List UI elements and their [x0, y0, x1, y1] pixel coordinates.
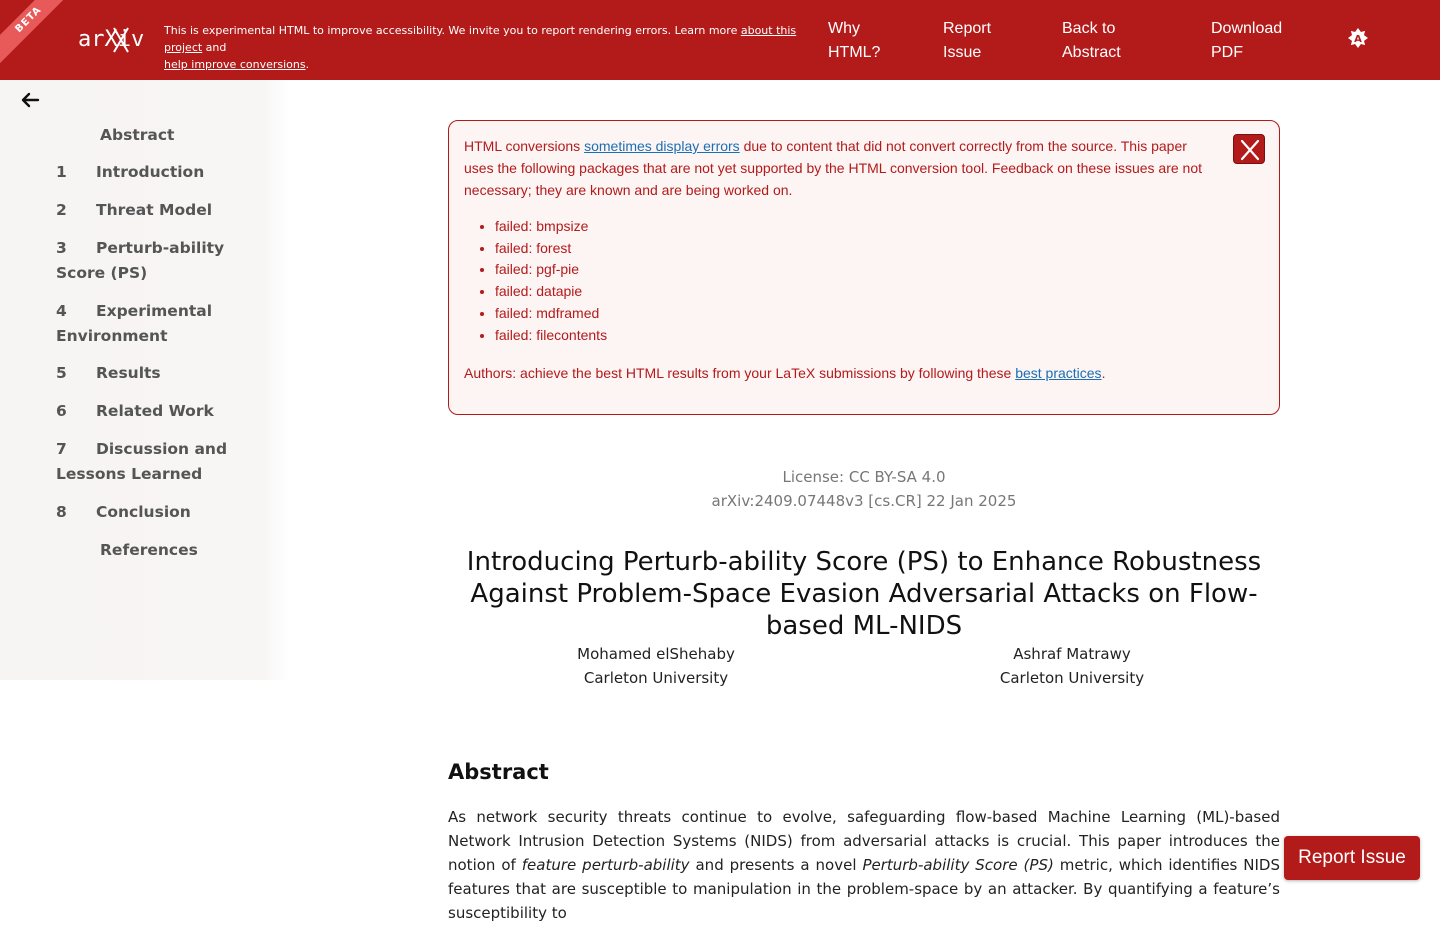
toc-label: References [100, 541, 198, 559]
best-practices-link[interactable]: best practices [1015, 365, 1102, 382]
failed-package-item: • failed: filecontents [495, 325, 1217, 347]
abstract-part: and presents a novel [689, 856, 863, 874]
beta-label: BETA [0, 0, 75, 66]
toc-label: Experimental Environment [56, 302, 213, 345]
toc-number: 2 [56, 201, 67, 219]
svg-text:A: A [1354, 34, 1362, 45]
failed-package-item: • failed: pgf-pie [495, 259, 1217, 281]
arrow-left-icon[interactable] [20, 90, 40, 110]
toc-item-threat-model[interactable] [56, 198, 266, 223]
nav-report-issue[interactable]: Report Issue [943, 20, 992, 61]
toc-label: Perturb-ability Score (PS) [56, 239, 225, 282]
failed-package-item: • failed: datapie [495, 281, 1217, 303]
author-name: Mohamed elShehaby [577, 645, 735, 663]
table-of-contents [0, 80, 288, 680]
abstract-text [448, 805, 1280, 925]
abstract-part: metric, which identifies NIDS features that are susceptible to manipulation in the problem-space by an attacker. By quantifying a feature’s susceptibility to [448, 856, 1281, 922]
warning-text [464, 135, 1217, 201]
toc-item-conclusion[interactable] [56, 500, 266, 525]
authors-text: Authors: achieve the best HTML results from your LaTeX submissions by following these [464, 365, 1016, 382]
warning-text-start: HTML conversions [464, 138, 585, 154]
arxiv-id: arXiv:2409.07448v3 [cs.CR] 22 Jan 2025 [711, 492, 1017, 510]
author-affiliation: Carleton University [583, 669, 729, 687]
theme-toggle-icon[interactable] [1348, 28, 1368, 48]
experimental-banner [164, 22, 814, 73]
authors-advice [464, 362, 1217, 384]
author-1 [506, 642, 806, 690]
close-warning-button[interactable] [1233, 134, 1265, 164]
arxiv-logo-icon[interactable] [78, 24, 152, 56]
help-improve-link[interactable]: help improve conversions [164, 58, 306, 71]
warning-text-rest: due to content that did not convert correctly from the source. This paper uses the following packages that are not yet supported by the HTML conversion tool. Feedback on these issues are not necessary; they are known and are being worked on. [464, 138, 1203, 198]
logo-text: arXiv [78, 27, 145, 52]
toc-item-abstract[interactable] [100, 123, 310, 148]
toc-item-results[interactable] [56, 361, 266, 386]
authors-end: . [1101, 365, 1106, 382]
author-name: Ashraf Matrawy [1013, 645, 1131, 663]
abstract-heading: Abstract [448, 760, 549, 784]
toc-number: 7 [56, 440, 67, 458]
toc-number: 4 [56, 302, 67, 320]
toc-label: Related Work [96, 402, 214, 420]
banner-period: . [305, 58, 310, 71]
author-affiliation: Carleton University [999, 669, 1145, 687]
banner-text: This is experimental HTML to improve accessibility. We invite you to report rendering errors. Learn more [164, 24, 741, 37]
report-issue-button[interactable]: Report Issue [1284, 836, 1420, 880]
abstract-part: As network security threats continue to evolve, safeguarding flow-based Machine Learning (ML)-based Network Intrusion Detection Systems (NIDS) from adversarial attacks is crucial. This paper introduces the notion of [448, 808, 1280, 874]
toc-label: Results [96, 364, 161, 382]
toc-item-perturb-ability-score[interactable] [56, 236, 266, 286]
toc-label: Introduction [96, 163, 205, 181]
author-2 [922, 642, 1222, 690]
toc-item-references[interactable] [100, 538, 310, 563]
failed-package-item: • failed: mdframed [495, 303, 1217, 325]
toc-item-introduction[interactable] [56, 160, 266, 185]
toc-number: 8 [56, 503, 67, 521]
toc-item-related-work[interactable] [56, 399, 266, 424]
about-project-link[interactable]: about this project [164, 24, 797, 54]
banner-text-and: and [202, 41, 227, 54]
abstract-emphasis: feature perturb-ability [521, 856, 690, 874]
nav-why-html[interactable]: Why HTML? [828, 20, 881, 61]
toc-number: 3 [56, 239, 67, 257]
failed-package-item: • failed: forest [495, 238, 1217, 260]
toc-label: Conclusion [96, 503, 191, 521]
top-header [0, 0, 1440, 80]
license-text: License: CC BY-SA 4.0 [782, 468, 946, 486]
toc-label: Abstract [100, 126, 175, 144]
toc-label: Discussion and Lessons Learned [56, 440, 228, 483]
abstract-emphasis: Perturb-ability Score (PS) [862, 856, 1054, 874]
display-errors-link[interactable]: sometimes display errors [584, 138, 740, 154]
conversion-warning-box [448, 120, 1280, 415]
paper-title: Introducing Perturb-ability Score (PS) to Enhance Robustness Against Problem-Space Evasion Adversarial Attacks on Flow-based ML-NIDS [466, 547, 1262, 641]
nav-download-pdf[interactable]: Download PDF [1211, 20, 1283, 61]
close-icon [1234, 135, 1266, 165]
toc-number: 5 [56, 364, 67, 382]
toc-label: Threat Model [96, 201, 213, 219]
toc-item-discussion[interactable] [56, 437, 266, 487]
toc-number: 6 [56, 402, 67, 420]
nav-back-to-abstract[interactable]: Back to Abstract [1062, 20, 1121, 61]
failed-packages-list [495, 216, 1217, 346]
beta-ribbon [0, 0, 64, 64]
failed-package-item: • failed: bmpsize [495, 216, 1217, 238]
toc-item-experimental-environment[interactable] [56, 299, 266, 349]
toc-number: 1 [56, 163, 67, 181]
